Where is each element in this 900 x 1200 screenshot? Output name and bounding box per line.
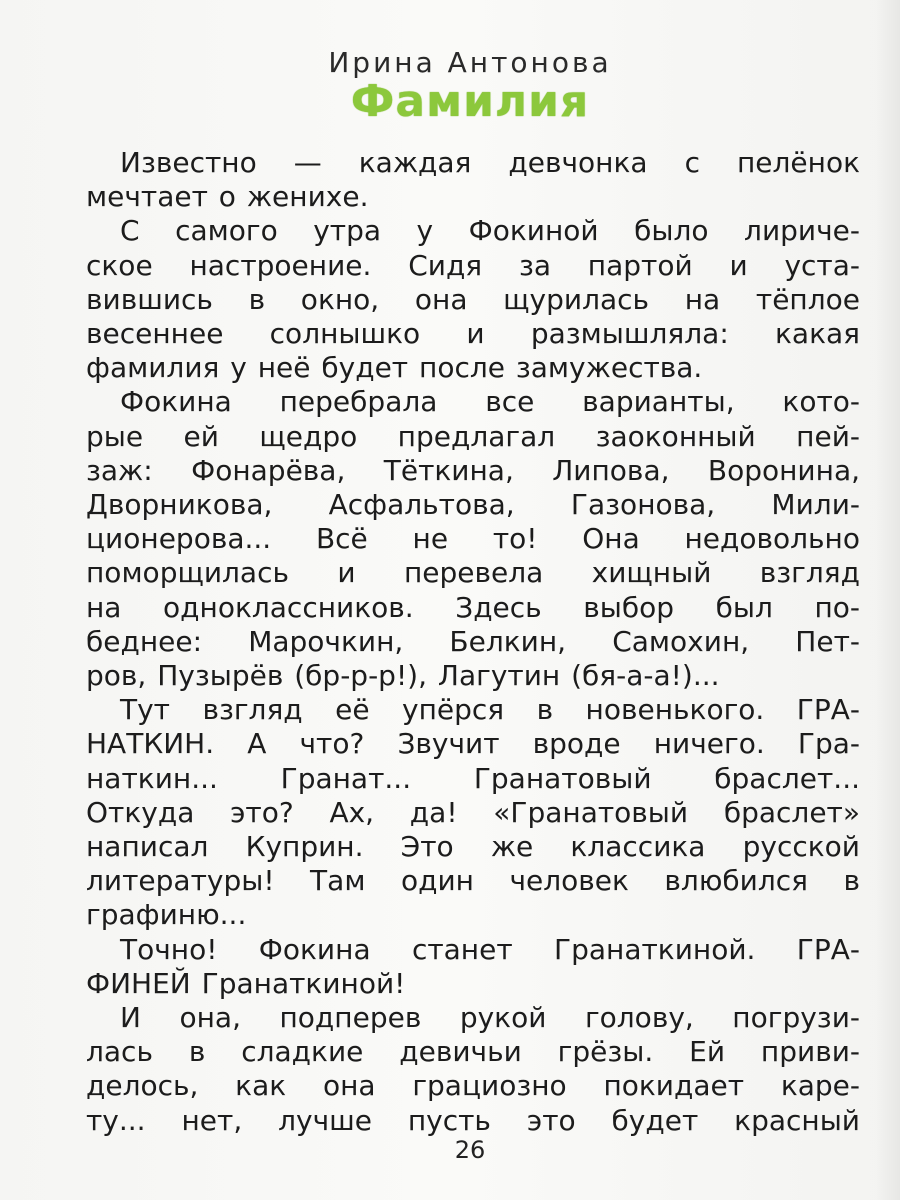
text-line: весеннее солнышко и размышляла: какая: [86, 317, 860, 351]
text-line: Известно — каждая девчонка с пелёнок: [120, 146, 860, 179]
text-line: ФИНЕЙ Гранаткиной!: [86, 966, 406, 1000]
paragraph: [86, 693, 860, 932]
text-line: Фокина перебрала все варианты, кото-: [120, 385, 860, 419]
text-line: ское настроение. Сидя за партой и уста-: [86, 248, 860, 282]
paragraph: [86, 214, 860, 385]
text-line: ционерова... Всё не то! Она недовольно: [86, 522, 860, 556]
text-line: написал Куприн. Это же классика русской: [86, 830, 860, 864]
text-line: рые ей щедро предлагал заоконный пей-: [86, 419, 860, 453]
paragraph: [86, 933, 860, 1001]
text-line: на одноклассников. Здесь выбор был по-: [86, 590, 860, 624]
text-line: наткин... Гранат... Гранатовый браслет...: [86, 761, 860, 795]
text-line: С самого утра у Фокиной было лириче-: [120, 214, 860, 248]
text-line: ту... нет, лучше пусть это будет красный: [86, 1103, 860, 1137]
text-line: делось, как она грациозно покидает каре-: [86, 1069, 860, 1103]
page-number: 26: [454, 1136, 486, 1164]
text-line: беднее: Марочкин, Белкин, Самохин, Пет-: [86, 624, 860, 658]
text-line: вившись в окно, она щурилась на тёплое: [86, 282, 860, 316]
text-line: Дворникова, Асфальтова, Газонова, Мили-: [86, 488, 860, 522]
paragraph: [86, 385, 860, 693]
page-edge-shadow: [876, 0, 900, 1200]
paragraph: [86, 146, 860, 214]
text-line: заж: Фонарёва, Тёткина, Липова, Воронина,: [86, 453, 860, 487]
text-line: Откуда это? Ах, да! «Гранатовый браслет»: [86, 795, 860, 829]
story-title: Фамилия: [350, 76, 590, 127]
text-line: НАТКИН. А что? Звучит вроде ничего. Гра-: [86, 727, 860, 761]
text-line: ров, Пузырёв (бр-р-р!), Лагутин (бя-а-а!)...: [86, 659, 720, 693]
text-line: лась в сладкие девичьи грёзы. Ей приви-: [86, 1035, 860, 1069]
text-line: поморщилась и перевела хищный взгляд: [86, 556, 860, 590]
text-line: литературы! Там один человек влюбился в: [86, 864, 860, 898]
text-line: графиню...: [86, 898, 247, 932]
paragraph: [86, 1001, 860, 1138]
text-line: фамилия у неё будет после замужества.: [86, 351, 703, 385]
text-line: Тут взгляд её упёрся в новенького. ГРА-: [120, 693, 860, 727]
story-text: [86, 146, 860, 1138]
text-line: мечтает о женихе.: [86, 180, 369, 214]
text-line: И она, подперев рукой голову, погрузи-: [120, 1001, 860, 1035]
author-name: Ирина Антонова: [328, 46, 612, 79]
text-line: Точно! Фокина станет Гранаткиной. ГРА-: [120, 932, 860, 966]
